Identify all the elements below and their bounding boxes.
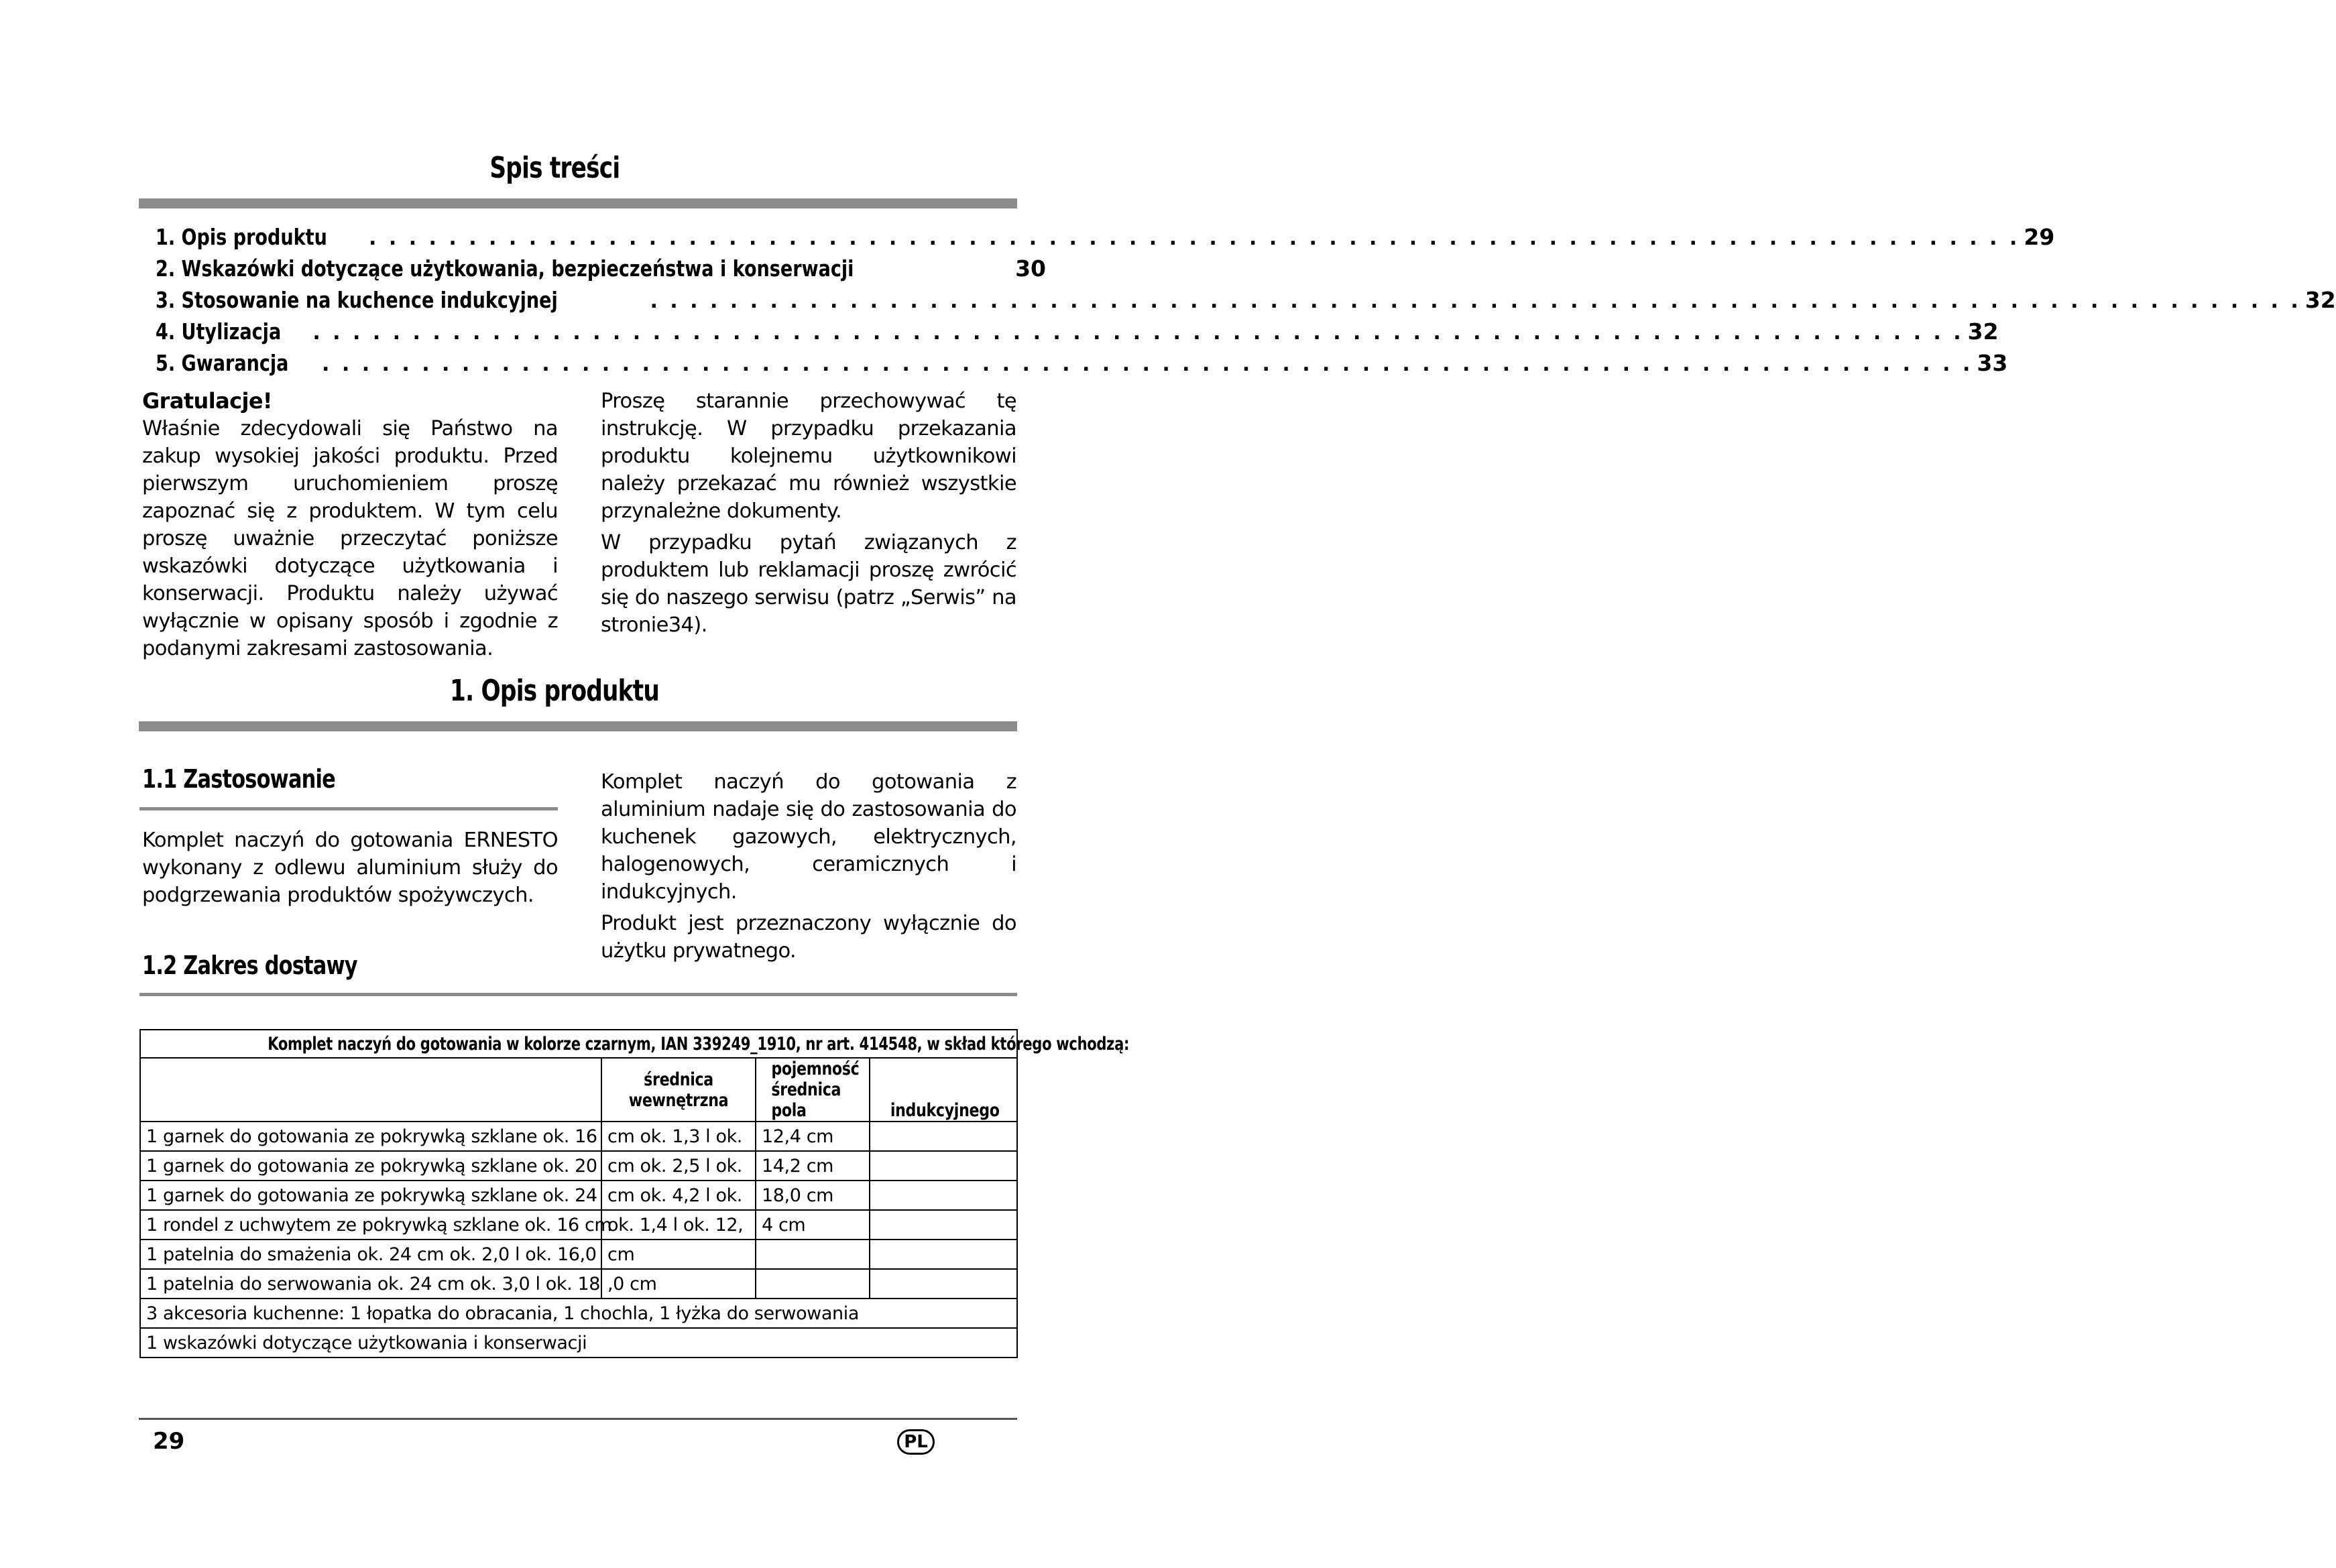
toc-entry[interactable] <box>156 255 1047 287</box>
intro-right-column <box>601 387 1016 639</box>
language-label: PL <box>904 1432 928 1452</box>
table-cell <box>756 1269 870 1299</box>
table-row <box>140 1122 1017 1151</box>
intro-left-column <box>142 387 558 662</box>
table-cell: 1 patelnia do serwowania ok. 24 cm ok. 3,0 l ok. 18 <box>140 1269 601 1299</box>
table-cell: 1 rondel z uchwytem ze pokrywką szklane ok. 16 cm <box>140 1210 601 1240</box>
table-row <box>140 1299 1017 1328</box>
toc-entry-page: 32 <box>1967 318 1999 345</box>
table-cell: ,0 cm <box>601 1269 756 1299</box>
toc-entry-page: 32 <box>2304 287 2336 313</box>
table-cell: 1 garnek do gotowania ze pokrywką szklane ok. 20 <box>140 1151 601 1181</box>
toc-entry[interactable] <box>156 318 1999 350</box>
page-number: 29 <box>153 1428 185 1455</box>
section-title: 1. Opis produktu <box>449 674 659 708</box>
toc-entry-label: 4. Utylizacja <box>156 318 282 345</box>
table-header-cell: pojemność średnica pola <box>756 1058 870 1122</box>
table-cell: 1 garnek do gotowania ze pokrywką szklane ok. 24 <box>140 1181 601 1210</box>
intro-right-text-2: W przypadku pytań związanych z produktem lub reklamacji proszę zwrócić się do naszego serwisu (patrz „Serwis” na stronie34). <box>601 531 1016 637</box>
table-cell: 14,2 cm <box>756 1151 870 1181</box>
table-cell <box>756 1240 870 1269</box>
table-row <box>140 1181 1017 1210</box>
table-caption: Komplet naczyń do gotowania w kolorze czarnym, IAN 339249_1910, nr art. 414548, w skład którego wchodzą: <box>140 1030 1017 1058</box>
table-cell <box>870 1151 1017 1181</box>
table-header-cell <box>140 1058 601 1122</box>
table-cell: 1 garnek do gotowania ze pokrywką szklane ok. 16 <box>140 1122 601 1151</box>
table-cell <box>870 1210 1017 1240</box>
footer-rule <box>139 1418 1017 1420</box>
table-cell: cm ok. 2,5 l ok. <box>601 1151 756 1181</box>
table-cell: 18,0 cm <box>756 1181 870 1210</box>
table-cell: 1 wskazówki dotyczące użytkowania i konserwacji <box>140 1328 1017 1358</box>
usage-right-text-2: Produkt jest przeznaczony wyłącznie do użytku prywatnego. <box>601 912 1016 963</box>
delivery-table <box>139 1029 1130 1358</box>
intro-right-text-1: Proszę starannie przechowywać tę instrukcję. W przypadku przekazania produktu kolejnemu użytkownikowi należy przekazać mu również wszystkie przynależne dokumenty. <box>601 389 1016 523</box>
table-cell: cm ok. 1,3 l ok. <box>601 1122 756 1151</box>
language-badge <box>897 1429 935 1455</box>
toc-entry-label: 3. Stosowanie na kuchence indukcyjnej <box>156 287 558 313</box>
toc-entry-page: 29 <box>2024 224 2055 250</box>
subsection-rule <box>139 807 558 810</box>
table-cell: cm ok. 4,2 l ok. <box>601 1181 756 1210</box>
toc-entry-page: 30 <box>1015 255 1047 282</box>
table-row <box>140 1269 1017 1299</box>
usage-right-text-1: Komplet naczyń do gotowania z aluminium nadaje się do zastosowania do kuchenek gazowych, elektrycznych, halogenowych, ceramicznych i indukcyjnych. <box>601 770 1016 904</box>
toc-title-rule <box>139 198 1017 208</box>
usage-right-column <box>601 768 1016 965</box>
table-row <box>140 1151 1017 1181</box>
toc-entry[interactable] <box>156 350 2008 381</box>
table-row <box>140 1240 1017 1269</box>
table-caption-row <box>140 1030 1017 1058</box>
table-cell: 4 cm <box>756 1210 870 1240</box>
toc-entry-label: 1. Opis produktu <box>156 224 327 250</box>
table-cell <box>870 1269 1017 1299</box>
table-header-cell: średnica wewnętrzna <box>601 1058 756 1122</box>
table-row <box>140 1210 1017 1240</box>
toc-title: Spis treści <box>489 151 620 185</box>
table-of-contents <box>156 224 2336 381</box>
intro-left-text: Właśnie zdecydowali się Państwo na zakup wysokiej jakości produktu. Przed pierwszym uruchomieniem proszę zapoznać się z produktem. W tym celu proszę uważnie przeczytać poniższe wskazówki dotyczące użytkowania i konserwacji. Produktu należy używać wyłącznie w opisany sposób i zgodnie z podanymi zakresami zastosowania. <box>142 417 558 660</box>
toc-entry-label: 2. Wskazówki dotyczące użytkowania, bezpieczeństwa i konserwacji <box>156 255 854 282</box>
table-cell: 3 akcesoria kuchenne: 1 łopatka do obracania, 1 chochla, 1 łyżka do serwowania <box>140 1299 1017 1328</box>
table-cell: cm <box>601 1240 756 1269</box>
toc-entry[interactable] <box>156 287 2336 318</box>
table-cell: 1 patelnia do smażenia ok. 24 cm ok. 2,0 l ok. 16,0 <box>140 1240 601 1269</box>
toc-entry-page: 33 <box>1977 350 2008 376</box>
table-cell <box>870 1122 1017 1151</box>
table-header-row <box>140 1058 1017 1122</box>
toc-entry[interactable] <box>156 224 2055 255</box>
toc-leader: . . . . . . . . . . . . . . . . . . . . . . . . . . . . . . . . . . . . . . . . . . . . . . . . . . . . . . . . . . . . . . . . . . . . . . . . . . . . . . . . . . . <box>312 321 1964 345</box>
table-cell <box>870 1181 1017 1210</box>
subsection-title-usage: 1.1 Zastosowanie <box>142 764 335 794</box>
table-cell: 12,4 cm <box>756 1122 870 1151</box>
section-title-rule <box>139 721 1017 731</box>
usage-left-text: Komplet naczyń do gotowania ERNESTO wykonany z odlewu aluminium służy do podgrzewania produktów spożywczych. <box>142 829 558 907</box>
intro-heading: Gratulacje! <box>142 388 272 414</box>
table-header-cell: indukcyjnego <box>870 1058 1017 1122</box>
toc-leader: . . . . . . . . . . . . . . . . . . . . . . . . . . . . . . . . . . . . . . . . . . . . . . . . . . . . . . . . . . . . . . . . . . . . . . . . . . . . . . . . . . . <box>650 290 2301 313</box>
usage-left-column <box>142 827 558 909</box>
subsection-rule <box>139 993 1017 996</box>
toc-leader: . . . . . . . . . . . . . . . . . . . . . . . . . . . . . . . . . . . . . . . . . . . . . . . . . . . . . . . . . . . . . . . . . . . . . . . . . . . . . . . . . . . <box>369 227 2020 250</box>
toc-entry-label: 5. Gwarancja <box>156 350 289 376</box>
table-row <box>140 1328 1017 1358</box>
table-cell: ok. 1,4 l ok. 12, <box>601 1210 756 1240</box>
table-cell <box>870 1240 1017 1269</box>
toc-leader: . . . . . . . . . . . . . . . . . . . . . . . . . . . . . . . . . . . . . . . . . . . . . . . . . . . . . . . . . . . . . . . . . . . . . . . . . . . . . . . . . . . <box>322 353 1973 376</box>
subsection-title-delivery: 1.2 Zakres dostawy <box>142 951 357 980</box>
